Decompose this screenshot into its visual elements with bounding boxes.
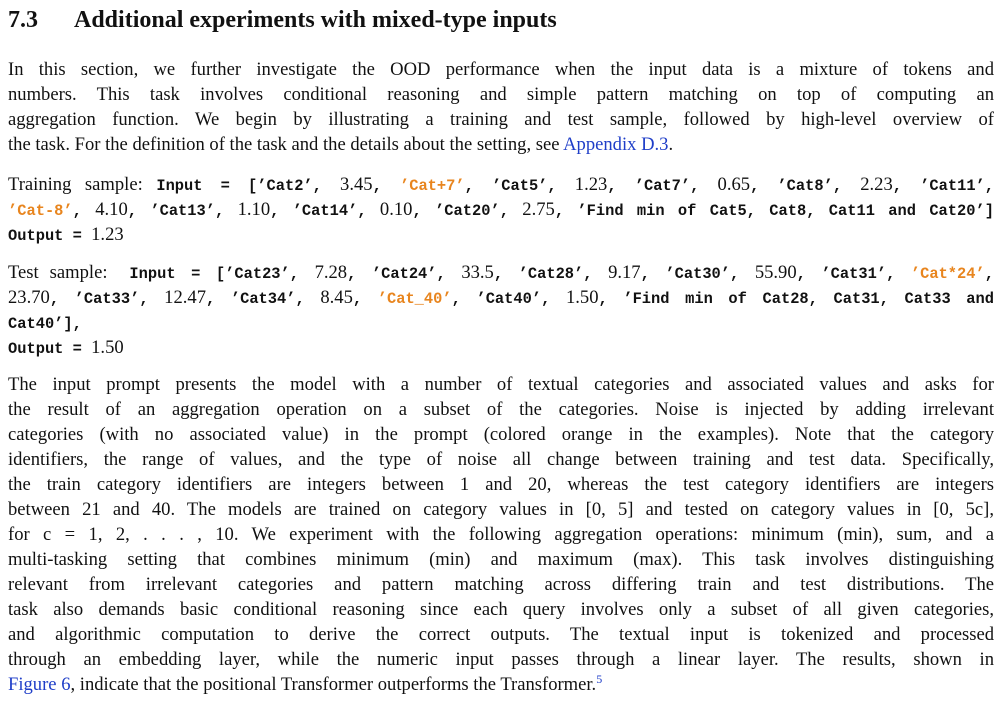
body-line-12: through an embedding layer, while the numeric input passes through a linear layer. The results, shown in [8, 649, 994, 670]
body-line-11: and algorithmic computation to derive the correct outputs. The textual input is tokenized and processed [8, 624, 994, 645]
body-line-8: multi-tasking setting that combines minimum (min) and maximum (max). This task involves distinguishing [8, 549, 994, 570]
intro-line-2: numbers. This task involves conditional reasoning and simple pattern matching on top of computing an [8, 84, 994, 105]
test-output-value: 1.50 [91, 337, 124, 358]
body-line-3: categories (with no associated value) in the prompt (colored orange in the examples). Note that the category [8, 424, 994, 445]
input-token-text: , [72, 202, 96, 220]
intro-line-1: In this section, we further investigate the OOD performance when the input data is a mixture of tokens and [8, 59, 994, 80]
input-token-text: , [372, 177, 400, 195]
test-sample-label: Test sample: [8, 262, 108, 283]
training-sample-label: Training sample: [8, 174, 143, 195]
body-line-1: The input prompt presents the model with a number of textual categories and associated values and asks for [8, 374, 994, 395]
test-output-label: Output = [8, 340, 92, 358]
numeric-value: 55.90 [754, 262, 797, 283]
test-input-line-2 [8, 287, 994, 308]
noise-category-token: ’Cat*24’ [910, 265, 985, 283]
input-token-text: , ’Cat34’, [206, 290, 321, 308]
footnote-mark[interactable]: 5 [596, 671, 603, 686]
training-input-line-2 [8, 199, 994, 220]
input-token-text: , ’Cat8’, [750, 177, 861, 195]
body-line-4: identifiers, the range of values, and the type of noise all change between training and test data. Specifically, [8, 449, 994, 470]
input-token-text: , ’Cat31’, [796, 265, 911, 283]
training-output [8, 222, 994, 249]
test-output [8, 335, 994, 362]
training-sample-line-1 [8, 172, 994, 199]
test-sample-line-3 [8, 310, 994, 337]
test-sample-line-2 [8, 285, 994, 312]
input-token-text: , ’Find min of Cat5, Cat8, Cat11 and Cat20’] [554, 202, 994, 220]
appendix-link[interactable]: Appendix D.3 [563, 134, 669, 155]
body-line-10: task also demands basic conditional reasoning since each query involves only a subset of all given categories, [8, 599, 994, 620]
test-input-line-1 [129, 262, 994, 283]
input-token-text: , ’Cat13’, [127, 202, 238, 220]
input-token-text: , ’Cat30’, [640, 265, 755, 283]
numeric-value: 23.70 [8, 287, 50, 308]
input-token-text: , ’Cat11’, [892, 177, 995, 195]
section-number: 7.3 [8, 7, 38, 33]
input-token-text: , ’Cat40’, [451, 290, 566, 308]
body-line-9: relevant from irrelevant categories and pattern matching across differing train and test distributions. The [8, 574, 994, 595]
numeric-value: 2.75 [522, 199, 555, 220]
figure-link[interactable]: Figure 6 [8, 674, 71, 695]
input-token-text: , ’Cat24’, [347, 265, 462, 283]
intro-line-4: the task. For the definition of the task and the details about the setting, see Appendix D.3. [8, 134, 674, 155]
section-heading [8, 4, 557, 36]
numeric-value: 3.45 [340, 174, 373, 195]
training-output-label: Output = [8, 227, 92, 245]
numeric-value: 8.45 [320, 287, 353, 308]
numeric-value: 12.47 [164, 287, 207, 308]
input-token-text: , ’Cat20’, [412, 202, 523, 220]
noise-category-token: ’Cat+7’ [399, 177, 465, 195]
input-token-text: , [984, 265, 994, 283]
input-token-text: , ’Cat28’, [493, 265, 609, 283]
body-line-7: for c = 1, 2, . . . , 10. We experiment with the following aggregation operations: minimum (min), sum, and a [8, 524, 994, 545]
input-token-text: Input = [’Cat23’, [129, 265, 315, 283]
numeric-value: 7.28 [314, 262, 348, 283]
noise-category-token: ’Cat-8’ [8, 202, 73, 220]
noise-category-token: ’Cat_40’ [377, 290, 452, 308]
training-input-line-1 [156, 174, 994, 195]
numeric-value: 4.10 [95, 199, 128, 220]
section-title: Additional experiments with mixed-type inputs [74, 7, 557, 33]
training-output-value: 1.23 [91, 224, 124, 245]
test-input-line-3: Cat40’], [8, 315, 82, 333]
test-sample-line-1 [8, 260, 994, 287]
input-token-text: , ’Find min of Cat28, Cat31, Cat33 and [598, 290, 994, 308]
body-line-13: Figure 6, indicate that the positional Transformer outperforms the Transformer.$^5$ [8, 671, 603, 695]
input-token-text: Input = [’Cat2’, [156, 177, 341, 195]
numeric-value: 0.10 [379, 199, 413, 220]
input-token-text: , ’Cat5’, [464, 177, 575, 195]
intro-line-3: aggregation function. We begin by illustrating a training and test sample, followed by high-level overview of [8, 109, 994, 130]
input-token-text: , ’Cat33’, [49, 290, 165, 308]
numeric-value: 1.10 [237, 199, 271, 220]
body-line-2: the result of an aggregation operation on a subset of the categories. Noise is injected by adding irrelevant [8, 399, 994, 420]
input-token-text: , ’Cat7’, [607, 177, 718, 195]
numeric-value: 0.65 [717, 174, 751, 195]
numeric-value: 2.23 [860, 174, 893, 195]
input-token-text: , ’Cat14’, [270, 202, 380, 220]
body-line-5: the train category identifiers are integers between 1 and 20, whereas the test category identifiers are integers [8, 474, 994, 495]
numeric-value: 1.23 [574, 174, 608, 195]
numeric-value: 1.50 [565, 287, 599, 308]
training-sample-line-2 [8, 197, 994, 224]
numeric-value: 9.17 [608, 262, 641, 283]
numeric-value: 33.5 [461, 262, 494, 283]
body-line-6: between 21 and 40. The models are trained on category values in [0, 5] and tested on category values in [0, 5c], [8, 499, 994, 520]
input-token-text: , [352, 290, 378, 308]
